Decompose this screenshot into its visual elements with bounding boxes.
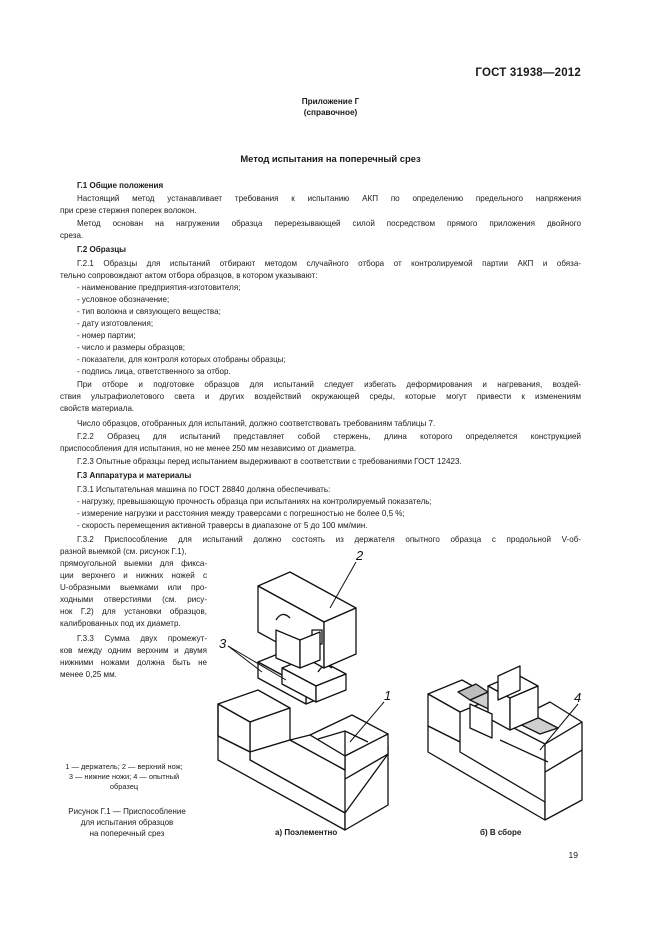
subfigure-b-label: б) В сборе — [480, 828, 522, 837]
paragraph-line: тельно сопровождают актом отбора образцов, в котором указывают: — [60, 271, 318, 280]
list-item: - число и размеры образцов; — [77, 343, 186, 352]
paragraph-line: нок Г.2) для установки образцов, — [60, 607, 207, 616]
upper-knife-drawing — [258, 572, 356, 668]
label-1: 1 — [384, 688, 392, 703]
figure-caption: Рисунок Г.1 — Приспособление для испытания образцов на поперечный срез — [68, 807, 186, 838]
list-item: - дату изготовления; — [77, 319, 154, 328]
paragraph-line: нижними ножами должна быть не — [60, 658, 207, 667]
subfigure-a-label: а) Поэлементно — [275, 828, 338, 837]
paragraph-line: ходными отверстиями (см. рису- — [60, 595, 207, 604]
list-item: - наименование предприятия-изготовителя; — [77, 283, 241, 292]
heading-g1: Г.1 Общие положения — [77, 181, 164, 190]
appendix-title: Приложение Г — [301, 97, 360, 106]
list-item: - условное обозначение; — [77, 295, 170, 304]
paragraph-line: Г.2.3 Опытные образцы перед испытанием выдерживают в соответствии с требованиями ГОСТ 12423. — [77, 457, 462, 466]
list-item: - подпись лица, ответственного за отбор. — [77, 367, 231, 376]
list-item: - нагрузку, превышающую прочность образца при испытаниях на контролируемый показатель; — [77, 497, 432, 506]
paragraph-line: Настоящий метод устанавливает требования к испытанию АКП по определению предельного напряжения — [77, 194, 581, 203]
label-2: 2 — [356, 548, 364, 563]
paragraph-line: менее 0,25 мм. — [60, 670, 117, 679]
paragraph-line: ции верхнего и нижних ножей с — [60, 571, 207, 580]
paragraph-line: Г.2.2 Образец для испытаний представляет собой стержень, длина которого определяется конструкцией — [77, 432, 581, 441]
list-item: - показатели, для контроля которых отобраны образцы; — [77, 355, 286, 364]
label-4: 4 — [574, 690, 582, 705]
heading-g3: Г.3 Аппаратура и материалы — [77, 471, 192, 480]
holder-drawing — [218, 690, 388, 830]
appendix-subtitle: (справочное) — [303, 108, 358, 117]
label-3: 3 — [219, 636, 227, 651]
paragraph-line: Г.3.3 Сумма двух промежут- — [77, 634, 207, 643]
paragraph-line: Число образцов, отобранных для испытаний, должно соответствовать требованиям таблицы 7. — [77, 419, 436, 428]
paragraph-line: свойств материала. — [60, 404, 135, 413]
heading-g2: Г.2 Образцы — [77, 245, 127, 254]
paragraph-line: ков между одним верхним и двумя — [60, 646, 207, 655]
paragraph-line: Метод основан на нагружении образца перерезывающей силой посредством прямого приложения двойного — [77, 219, 581, 228]
paragraph-line: Г.3.2 Приспособление для испытаний должно состоять из держателя опытного образца с продольной V-об- — [77, 535, 581, 544]
paragraph-line: прямоугольной выемки для фикса- — [60, 559, 207, 568]
section-title: Метод испытания на поперечный срез — [240, 153, 421, 164]
paragraph-line: U-образными выемками или про- — [60, 583, 207, 592]
figure-legend: 1 — держатель; 2 — верхний нож; 3 — нижние ножи; 4 — опытный образец — [65, 762, 183, 791]
paragraph-line: Г.2.1 Образцы для испытаний отбирают методом случайного отбора от контролируемой партии АКП и обяза- — [77, 259, 581, 268]
list-item: - скорость перемещения активной траверсы в диапазоне от 5 до 100 мм/мин. — [77, 521, 368, 530]
paragraph-line: приспособления для испытания, но не менее 250 мм независимо от диаметра. — [60, 444, 357, 453]
list-item: - номер партии; — [77, 331, 136, 340]
paragraph-line: разной выемкой (см. рисунок Г.1), — [60, 547, 187, 556]
paragraph-line: Г.3.1 Испытательная машина по ГОСТ 28840 должна обеспечивать: — [77, 485, 331, 494]
paragraph-line: калиброванных под их диаметр. — [60, 619, 181, 628]
list-item: - тип волокна и связующего вещества; — [77, 307, 221, 316]
list-item: - измерение нагрузки и расстояния между траверсами с погрешностью не более 0,5 %; — [77, 509, 405, 518]
paragraph-line: среза. — [60, 231, 84, 240]
paragraph-line: при срезе стержня поперек волокон. — [60, 206, 197, 215]
paragraph-line: ствия ультрафиолетового света и других воздействий окружающей среды, которые могут привести к изменениям — [60, 392, 581, 401]
assembled-drawing — [428, 666, 582, 820]
paragraph-line: При отборе и подготовке образцов для испытаний следует избегать деформирования и нагревания, воздей- — [77, 380, 581, 389]
page-number: 19 — [568, 850, 578, 860]
standard-number: ГОСТ 31938—2012 — [475, 67, 581, 79]
